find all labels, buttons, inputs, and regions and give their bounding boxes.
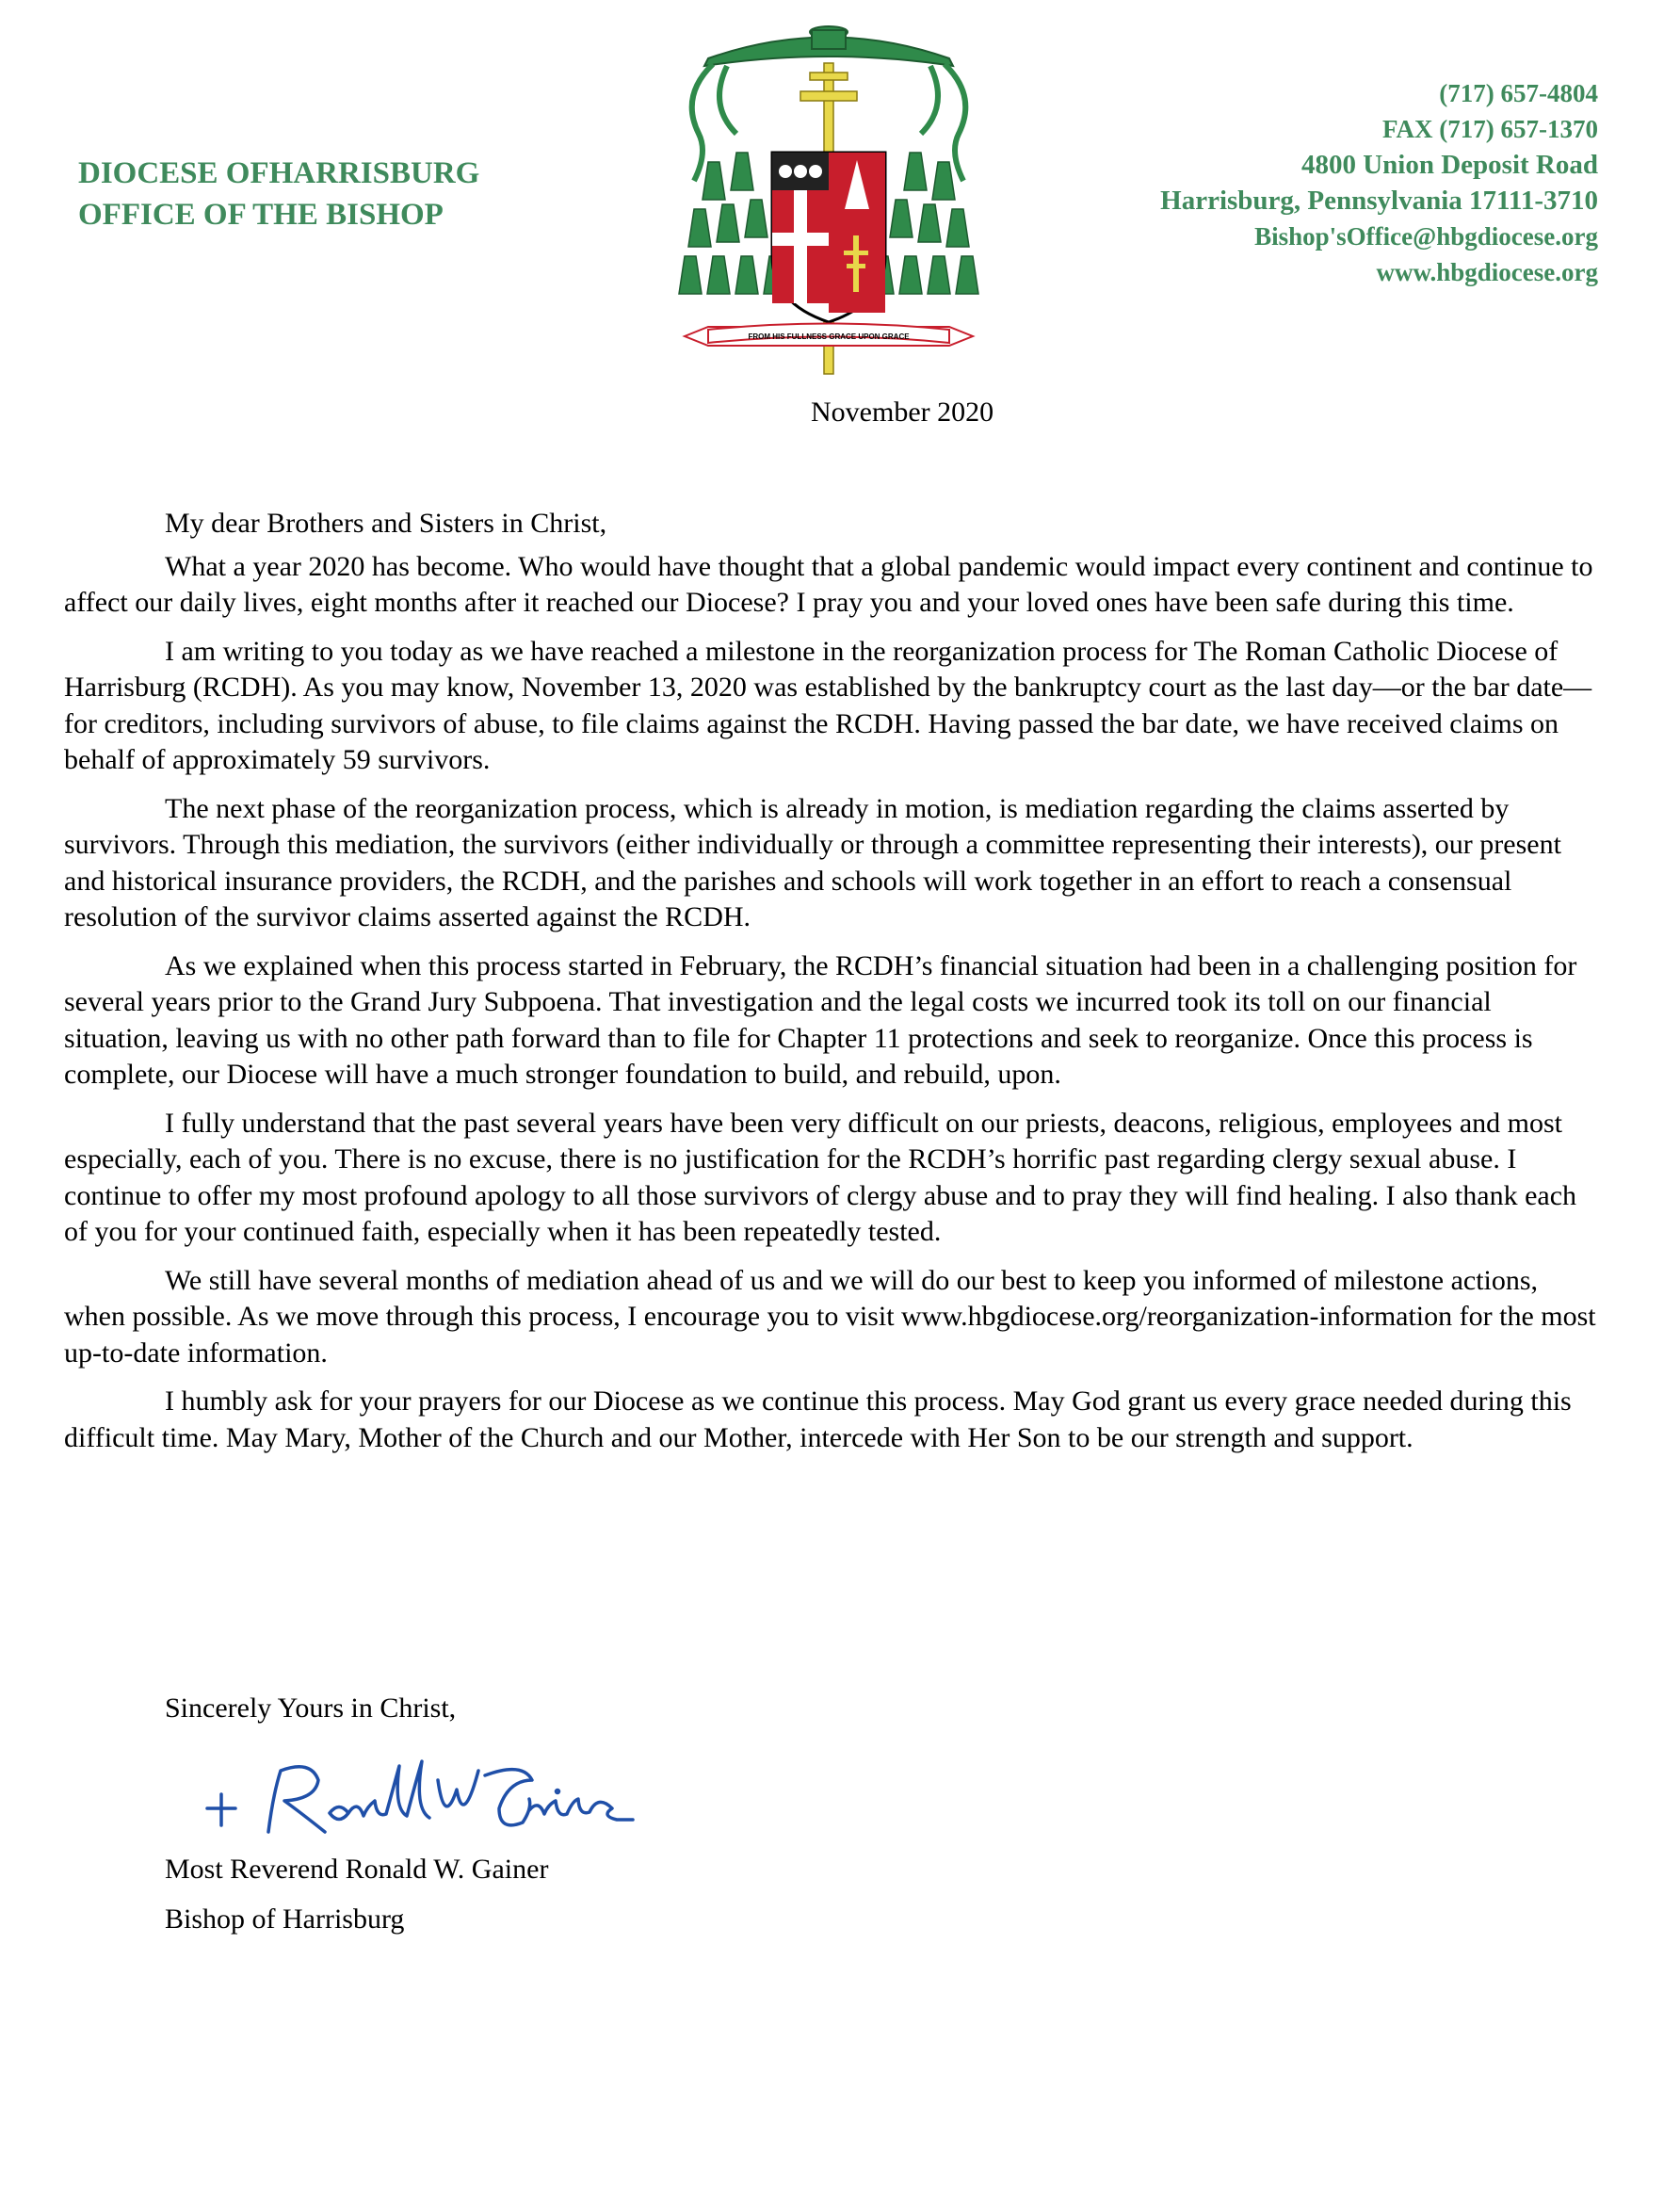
office-line-bishop: OFFICE OF THE BISHOP: [78, 198, 444, 232]
signature-icon: [198, 1742, 640, 1855]
street-address: 4800 Union Deposit Road: [1300, 150, 1598, 180]
office-heading: [78, 153, 479, 235]
paragraph-2: I am writing to you today as we have reached a milestone in the reorganization process for The Roman Catholic Diocese of Harrisburg (RCDH). As you may know, November 13, 2020 was established by the bankruptcy court as the last day—or the bar date—for creditors, including survivors of abuse, to file claims against the RCDH. Having passed the bar date, we have received claims on behalf of approximately 59 survivors.: [64, 635, 1592, 775]
letter-body: [64, 506, 1599, 1468]
signer-name: Most Reverend Ronald W. Gainer: [165, 1854, 549, 1885]
closing: Sincerely Yours in Christ,: [165, 1693, 457, 1724]
signer-title: Bishop of Harrisburg: [165, 1904, 405, 1935]
website-address: www.hbgdiocese.org: [1376, 258, 1598, 286]
paragraph-1: What a year 2020 has become. Who would have thought that a global pandemic would impact every continent and continue to affect our daily lives, eight months after it reached our Diocese? I pray you and your loved ones have been safe during this time.: [64, 550, 1593, 618]
letter-date: November 2020: [811, 397, 994, 428]
fax-number: FAX (717) 657-1370: [1382, 115, 1598, 143]
coat-of-arms-icon: [670, 21, 987, 383]
paragraph-5: I fully understand that the past several years have been very difficult on our priests, deacons, religious, employees and most especially, each of you. There is no excuse, there is no justification for the RCDH’s horrific past regarding clergy sexual abuse. I continue to offer my most profound apology to all those survivors of clergy abuse and to pray they will find healing. I also thank each of you for your continued faith, especially when it has been repeatedly tested.: [64, 1107, 1577, 1247]
contact-block: [1160, 75, 1598, 290]
email-address: Bishop'sOffice@hbgdiocese.org: [1254, 222, 1598, 251]
paragraph-4: As we explained when this process started in February, the RCDH’s financial situation had been in a challenging position for several years prior to the Grand Jury Subpoena. That investigation and the legal costs we incurred took its toll on our financial situation, leaving us with no other path forward than to file for Chapter 11 protections and seek to reorganize. Once this process is complete, our Diocese will have a much stronger foundation to build, and rebuild, upon.: [64, 949, 1577, 1090]
paragraph-7: I humbly ask for your prayers for our Diocese as we continue this process. May God grant us every grace needed during this difficult time. May Mary, Mother of the Church and our Mother, intercede with Her Son to be our strength and support.: [64, 1385, 1572, 1453]
crest-motto: FROM HIS FULLNESS GRACE UPON GRACE: [748, 332, 910, 341]
paragraph-3: The next phase of the reorganization process, which is already in motion, is mediation regarding the claims asserted by survivors. Through this mediation, the survivors (either individually or through a committee representing their interests), our present and historical insurance providers, the RCDH, and the parishes and schools will work together in an effort to reach a consensual resolution of the survivor claims asserted against the RCDH.: [64, 792, 1561, 932]
office-line-diocese: DIOCESE OFHARRISBURG: [78, 156, 480, 190]
city-state-zip: Harrisburg, Pennsylvania 17111-3710: [1160, 186, 1598, 216]
phone-number: (717) 657-4804: [1439, 79, 1598, 107]
paragraph-6: We still have several months of mediation ahead of us and we will do our best to keep you informed of milestone actions, when possible. As we move through this process, I encourage you to visit www.hbgdiocese.org/reorganization-information for the most up-to-date information.: [64, 1264, 1596, 1369]
salutation: My dear Brothers and Sisters in Christ,: [165, 508, 607, 539]
